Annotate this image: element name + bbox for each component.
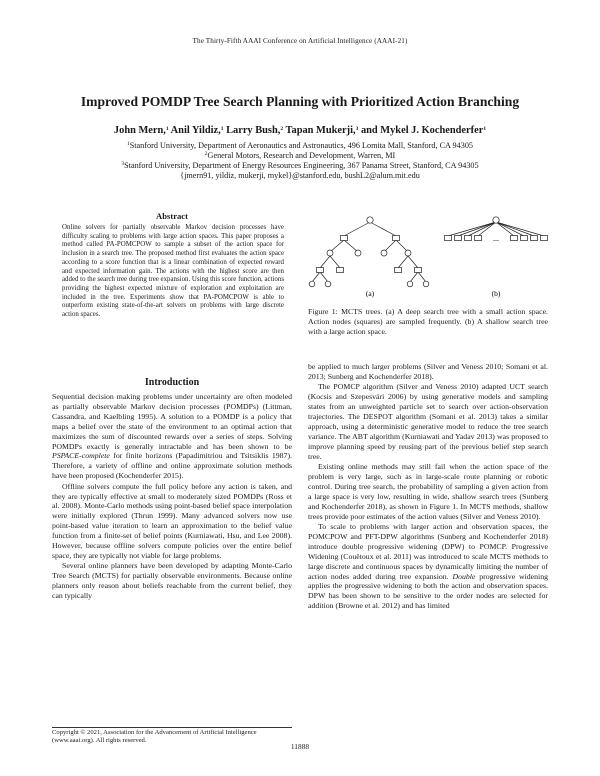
affil-mark: 1 — [126, 141, 130, 147]
emphasis-text: PSPACE-complete — [52, 451, 110, 461]
author-list — [0, 125, 600, 136]
author-affil-mark: 2 — [280, 126, 284, 132]
figure-ellipsis: ... — [493, 234, 499, 243]
intro-paragraph-1 — [52, 392, 292, 481]
figure-1-caption: Figure 1: MCTS trees. (a) A deep search tree with a small action space. Action nodes (squares) are sampled frequently. (b) A shallow search tree with a large action space. — [308, 307, 548, 336]
text-run: progressive widening applies the progressive widening to both the action and observation spaces. DPW has been shown to be sensitive to the order nodes are selected for addition (Browne et al. 2012) and has limited — [308, 571, 549, 611]
text-run: Sequential decision making problems under uncertainty are often modeled as partially observable Markov decision processes (POMDPs) (Littman, Cassandra, and Kaelbling 1995). A solution to a POMDP is a policy that maps a belief over the state of the environment to an optimal action that maximizes the sum of discounted rewards over a series of steps. Solving POMDPs exactly is generally intractable and has been shown to be — [52, 392, 292, 451]
author-affil-mark: 3 — [355, 126, 359, 132]
text-run: To scale to problems with larger action and observation spaces, the POMCPOW and PFT-DPW algorithms (Sunberg and Kochenderfer 2018) introduce double progressive widening (DPW) to POMCP. Progressive Widening (Couëtoux et al. 2011) was introduced to scale MCTS methods to large discrete and continuous spaces by dynamically limiting the number of action nodes added during tree expansion. — [308, 522, 548, 581]
introduction-heading: Introduction — [144, 377, 200, 388]
affiliation-3 — [0, 161, 600, 171]
figure-1-mcts-trees — [308, 214, 548, 304]
figure-label-a: (a) — [365, 289, 375, 298]
introduction-body — [52, 392, 292, 602]
author-affil-mark: 1 — [483, 126, 487, 132]
right-paragraph-3 — [308, 522, 548, 611]
copyright-notice: Copyright © 2021, Association for the Advancement of Artificial Intelligence (www.aaai.org). All rights reserved. — [52, 729, 257, 745]
conference-header: The Thirty-Fifth AAAI Conference on Artificial Intelligence (AAAI-21) — [192, 37, 408, 45]
right-paragraph-1: The POMCP algorithm (Silver and Veness 2010) adapted UCT search (Kocsis and Szepesvári 2006) by using generative models and sampling states from an unweighted particle set to search over action-observation trajectories. The DESPOT algorithm (Somani et al. 2013) takes a similar approach, using a deterministic generative model to reduce the tree search variance. The ABT algorithm (Kurniawati and Yadav 2013) was proposed to improve planning speed by reusing part of the previous belief step search tree. — [308, 382, 548, 461]
page-number: 11888 — [290, 742, 310, 751]
author-name: Tapan Mukerji, — [285, 125, 356, 136]
paper-title: Improved POMDP Tree Search Planning with Prioritized Action Branching — [80, 94, 520, 109]
author-name: Larry Bush, — [226, 125, 281, 136]
affil-mark: 3 — [121, 161, 125, 167]
author-name: John Mern, — [113, 125, 166, 136]
abstract-heading: Abstract — [156, 211, 188, 221]
author-name: Anil Yildiz, — [170, 125, 221, 136]
intro-paragraph-2: Offline solvers compute the full policy before any action is taken, and they are typically effective at small to moderately sized POMDPs (Ross et al. 2008). Monte-Carlo methods using point-based belief space interpolation were initially explored (Thrun 1999). Many advanced solvers now use point-based value iteration to learn an approximation to the belief value function from a finite-set of belief points (Kurniawati, Hsu, and Lee 2008). However, because offline solvers compute policies over the entire belief space, they are typically not viable for large problems. — [52, 481, 292, 560]
affiliation-2 — [0, 151, 600, 161]
right-paragraph-0: be applied to much larger problems (Silver and Veness 2010; Somani et al. 2013; Sunberg and Kochenderfer 2018). — [308, 362, 548, 381]
author-affil-mark: 1 — [220, 126, 224, 132]
affil-mark: 2 — [204, 151, 208, 157]
right-column-body — [308, 362, 548, 612]
affiliation-text: Stanford University, Department of Energy Resources Engineering, 367 Panama Street, Stanford, CA 94305 — [124, 161, 479, 170]
affiliation-1 — [0, 141, 600, 151]
abstract-body: Online solvers for partially observable Markov decision processes have difficulty scaling to problems with large action spaces. This paper proposes a method called PA-POMCPOW to sample a subset of the action space for inclusion in a search tree. The proposed method first evaluates the action space according to a score function that is a linear combination of expected reward and expected information gain. The actions with the highest score are then added to the search tree during tree expansion. Using this score function, actions providing the highest expected mixture of exploration and exploitation are included in the tree. Experiments show that PA-POMCPOW is able to outperform existing state-of-the-art solvers on problems with large discrete action spaces. — [62, 224, 284, 319]
tree-a-nodes — [309, 217, 429, 287]
emphasis-text: Double — [452, 571, 476, 581]
right-paragraph-2: Existing online methods may still fail when the action space of the problem is very large, such as in large-scale route planning or robotic control. During tree search, the probability of sampling a given action from a large space is very low, resulting in wide, shallow search trees (Sunberg and Kochenderfer 2018), as shown in Figure 1. In MCTS methods, shallow trees provide poor estimates of the action values (Silver and Veness 2010). — [308, 462, 548, 521]
author-name: and Mykel J. Kochenderfer — [360, 125, 484, 136]
author-affil-mark: 1 — [165, 126, 169, 132]
author-emails: {jmern91, yildiz, mukerji, mykel}@stanford.edu, bushL2@alum.mit.edu — [180, 171, 420, 180]
text-run: for finite horizons (Papadimitriou and Tsitsiklis 1987). Therefore, a variety of offline and online approximate solution methods have been proposed (Kochenderfer 2015). — [52, 451, 292, 481]
intro-paragraph-3: Several online planners have been developed by adapting Monte-Carlo Tree Search (MCTS) for partially observable environments. Because online planners only reason about beliefs reachable from the current belief, they can typically — [52, 561, 292, 601]
affiliation-text: Stanford University, Department of Aeronautics and Astronautics, 496 Lomita Mall, Stanford, CA 94305 — [129, 141, 474, 150]
figure-label-b: (b) — [491, 289, 501, 298]
footnote-divider — [52, 727, 292, 728]
affiliation-text: General Motors, Research and Development, Warren, MI — [207, 151, 396, 160]
